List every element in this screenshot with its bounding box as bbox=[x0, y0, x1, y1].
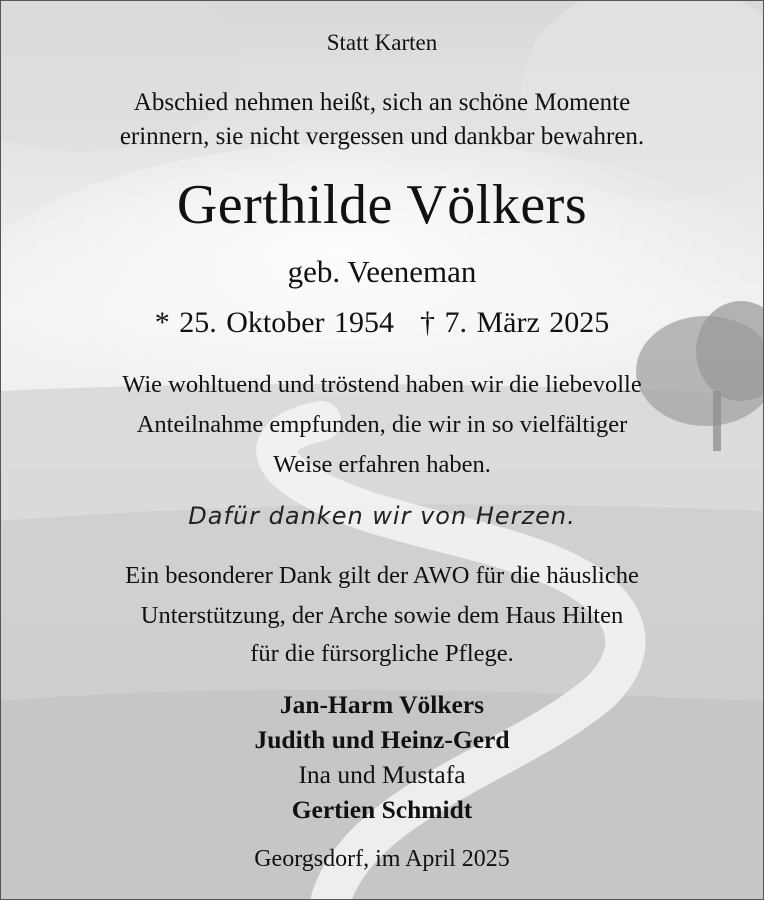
family-member-1: Jan-Harm Völkers bbox=[279, 690, 485, 719]
birth-date: * 25. Oktober 1954 bbox=[154, 306, 394, 339]
handwritten-thanks: Dafür danken wir von Herzen. bbox=[188, 502, 576, 530]
thanks-line-1: Wie wohltuend und tröstend haben wir die liebevolle bbox=[122, 371, 642, 398]
header-line: Statt Karten bbox=[326, 30, 438, 55]
family-member-4: Gertien Schmidt bbox=[291, 795, 473, 824]
place-date: Georgsdorf, im April 2025 bbox=[254, 846, 510, 872]
maiden-name: geb. Veeneman bbox=[287, 254, 477, 289]
death-date: † 7. März 2025 bbox=[420, 306, 610, 339]
thanks-line-3: Weise erfahren haben. bbox=[273, 451, 491, 478]
special-thanks-line-3: für die fürsorgliche Pflege. bbox=[250, 640, 514, 667]
quote-line-2: erinnern, sie nicht vergessen und dankbar bewahren. bbox=[119, 123, 645, 150]
family-member-2: Judith und Heinz-Gerd bbox=[254, 725, 510, 754]
quote-line-1: Abschied nehmen heißt, sich an schöne Momente bbox=[133, 89, 631, 116]
deceased-name: Gerthilde Völkers bbox=[176, 174, 588, 236]
special-thanks-line-1: Ein besonderer Dank gilt der AWO für die häusliche bbox=[125, 562, 639, 589]
thanks-line-2: Anteilnahme empfunden, die wir in so vielfältiger bbox=[136, 411, 628, 438]
life-dates bbox=[1, 306, 763, 340]
special-thanks-line-2: Unterstützung, der Arche sowie dem Haus Hilten bbox=[140, 602, 624, 629]
family-member-3: Ina und Mustafa bbox=[298, 760, 466, 789]
